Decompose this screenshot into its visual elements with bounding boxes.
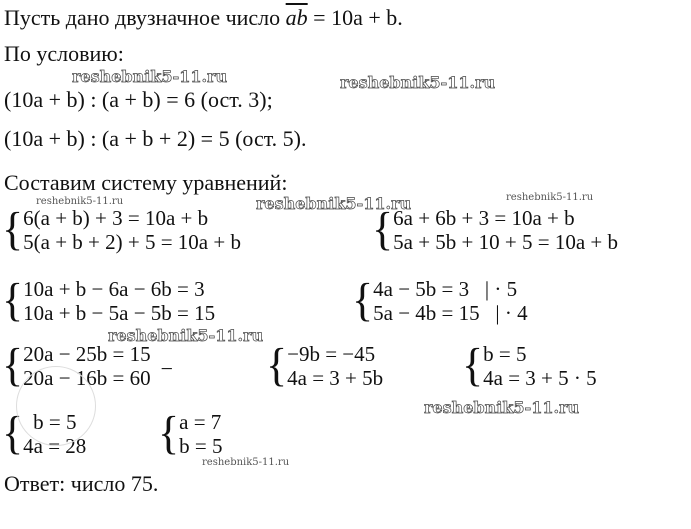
system-8-row-1: b = 5 <box>33 410 77 434</box>
system-6-row-1: −9b = −45 <box>287 342 376 366</box>
system-3-row-2: 10a + b − 5a − 5b = 15 <box>23 301 216 325</box>
watermark: reshebnik5-11.ru <box>36 196 124 207</box>
watermark: reshebnik5-11.ru <box>340 73 496 92</box>
intro-equation: = 10a + b. <box>307 5 403 30</box>
system-7-row-2: 4a = 3 + 5 · 5 <box>483 366 597 390</box>
brace-icon: { <box>2 274 24 327</box>
watermark: reshebnik5-11.ru <box>108 326 264 345</box>
system-4 <box>352 274 528 327</box>
system-4-row-2: 5a − 4b = 15 | · 4 <box>373 301 528 325</box>
system-9-row-2: b = 5 <box>179 434 223 458</box>
watermark: reshebnik5-11.ru <box>72 67 228 86</box>
system-5-row-1: 20a − 25b = 15 <box>23 342 151 366</box>
compose-heading: Составим систему уравнений: <box>4 170 288 195</box>
system-7-row-1: b = 5 <box>483 342 527 366</box>
system-9 <box>158 407 223 460</box>
system-6 <box>266 339 384 392</box>
watermark: reshebnik5-11.ru <box>256 194 412 213</box>
watermark: reshebnik5-11.ru <box>506 192 594 203</box>
system-9-row-1: a = 7 <box>179 410 222 434</box>
brace-icon: { <box>372 203 394 256</box>
system-3 <box>2 274 216 327</box>
number-ab: $\overline{ab}$ <box>285 5 308 30</box>
system-1-row-2: 5(a + b + 2) + 5 = 10a + b <box>23 230 241 254</box>
system-5-row-2: 20a − 16b = 60 <box>23 366 151 390</box>
equation-2: (10a + b) : (a + b + 2) = 5 (ост. 5). <box>4 126 307 151</box>
system-6-row-2: 4a = 3 + 5b <box>287 366 384 390</box>
intro-line <box>4 6 403 30</box>
brace-icon: { <box>2 203 24 256</box>
brace-icon: { <box>2 407 24 460</box>
system-1-row-1: 6(a + b) + 3 = 10a + b <box>23 206 209 230</box>
system-3-row-1: 10a + b − 6a − 6b = 3 <box>23 277 205 301</box>
system-2 <box>372 203 618 256</box>
brace-icon: { <box>158 407 180 460</box>
brace-icon: { <box>266 339 288 392</box>
system-2-row-2: 5a + 5b + 10 + 5 = 10a + b <box>393 230 618 254</box>
watermark-seal-icon <box>16 366 96 446</box>
brace-icon: { <box>2 339 24 392</box>
brace-icon: { <box>462 339 484 392</box>
system-1 <box>2 203 241 256</box>
system-4-row-1: 4a − 5b = 3 | · 5 <box>373 277 518 301</box>
condition-heading: По условию: <box>4 41 124 66</box>
equation-1: (10a + b) : (a + b) = 6 (ост. 3); <box>4 87 273 112</box>
system-7 <box>462 339 597 392</box>
system-8-row-2: 4a = 28 <box>23 434 87 458</box>
intro-text: Пусть дано двузначное число <box>4 5 286 30</box>
answer-line: Ответ: число 75. <box>4 471 159 496</box>
watermark: reshebnik5-11.ru <box>424 398 580 417</box>
watermark: reshebnik5-11.ru <box>202 457 290 468</box>
system-2-row-1: 6a + 6b + 3 = 10a + b <box>393 206 575 230</box>
brace-icon: { <box>352 274 374 327</box>
subtract-operator: − <box>160 356 174 381</box>
